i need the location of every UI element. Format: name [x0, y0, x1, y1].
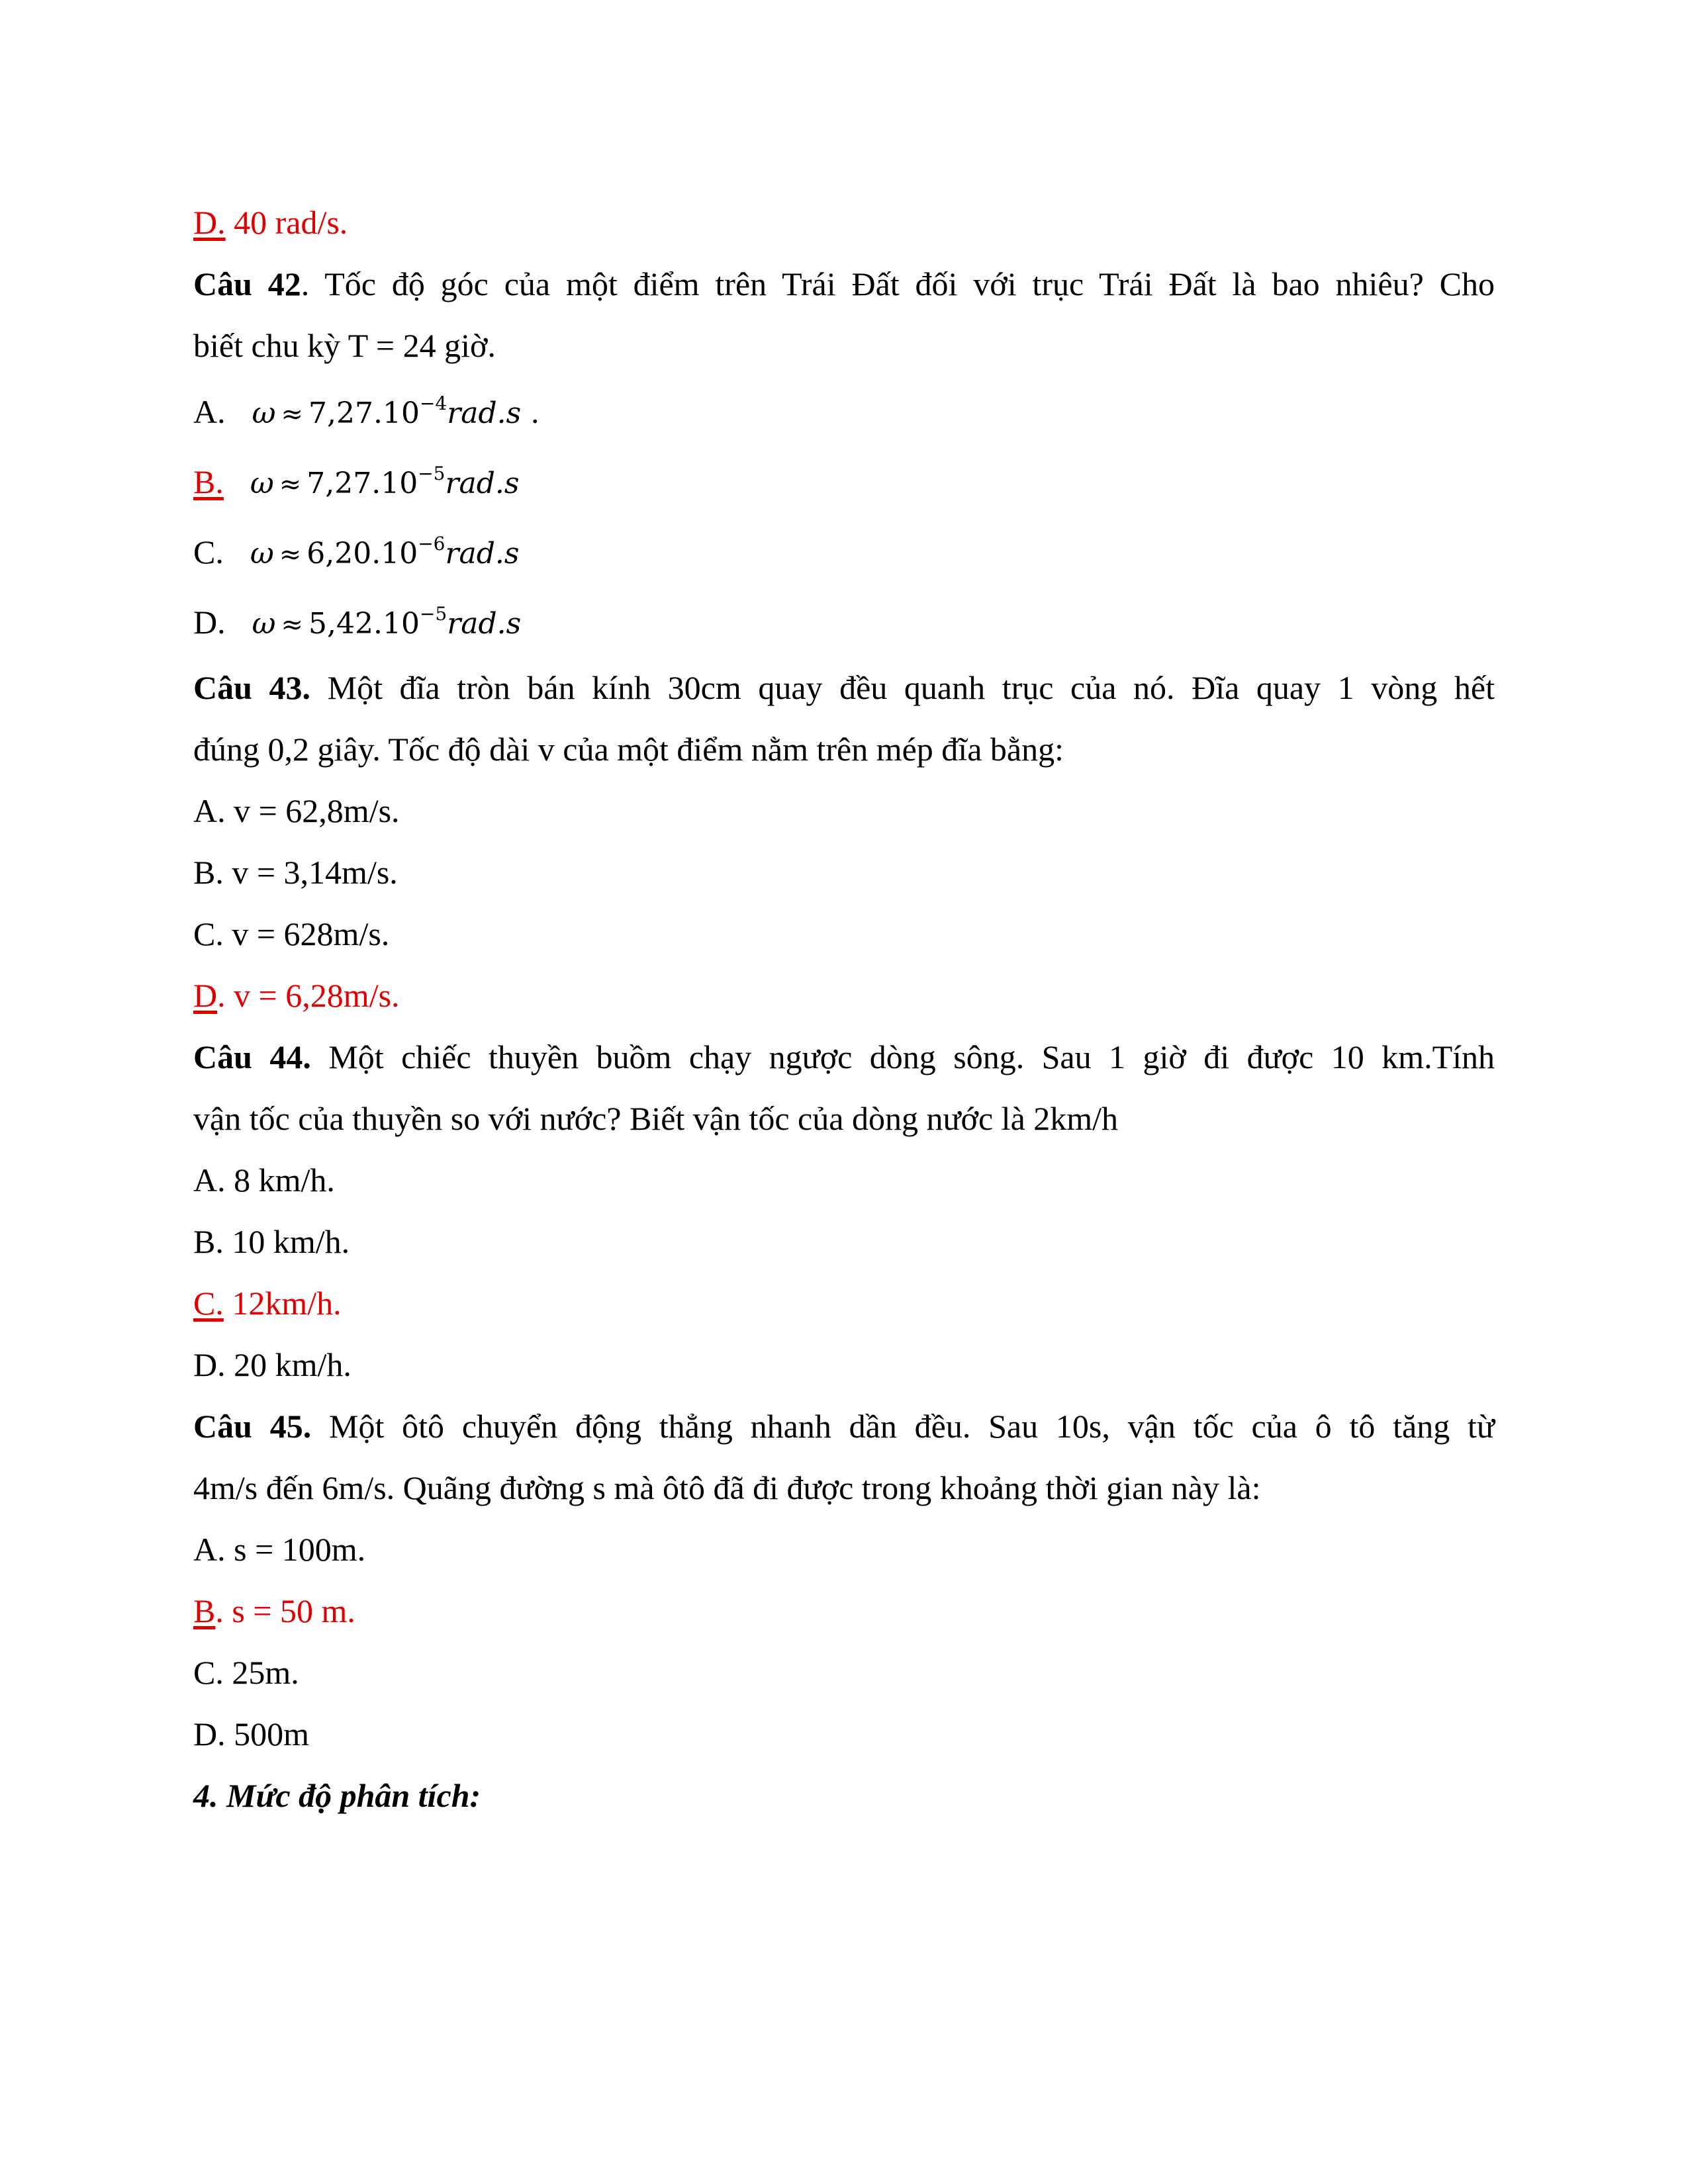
q42-stem-line2: biết chu kỳ T = 24 giờ. — [193, 327, 496, 364]
q42-option-b: B. $\omega \approx 7,27.10^{-5}rad.s$ — [193, 463, 520, 500]
answer-letter: D — [193, 977, 218, 1014]
q45-stem-line2: 4m/s đến 6m/s. Quãng đường s mà ôtô đã đi được trong khoảng thời gian này là: — [193, 1469, 1261, 1506]
q43-stem-line1: Câu 43. Một đĩa tròn bán kính 30cm quay đều quanh trục của nó. Đĩa quay 1 vòng hết — [193, 669, 1495, 706]
q45-option-a: A. s = 100m. — [193, 1531, 366, 1568]
document-page — [193, 192, 1495, 1827]
q44-stem-line1: Câu 44. Một chiếc thuyền buồm chạy ngược dòng sông. Sau 1 giờ đi được 10 km.Tính — [193, 1038, 1495, 1075]
q42-option-a: A. $\omega \approx 7,27.10^{-4}rad.s$ . — [193, 392, 540, 430]
q45-stem-line1: Câu 45. Một ôtô chuyển động thẳng nhanh dần đều. Sau 10s, vận tốc của ô tô tăng từ — [193, 1408, 1495, 1445]
q44-option-c: C. 12km/h. — [193, 1285, 342, 1322]
answer-letter: D. — [193, 204, 226, 241]
answer-letter: C. — [193, 1285, 224, 1322]
q45-option-b: B. s = 50 m. — [193, 1592, 355, 1629]
question-label: Câu 44. — [193, 1038, 311, 1075]
q43-option-a: A. v = 62,8m/s. — [193, 792, 400, 829]
q43-stem-line2: đúng 0,2 giây. Tốc độ dài v của một điểm nằm trên mép đĩa bằng: — [193, 731, 1064, 768]
q42-option-d: D. $\omega \approx 5,42.10^{-5}rad.s$ — [193, 603, 522, 641]
question-label: Câu 43. — [193, 669, 311, 706]
question-label: Câu 42 — [193, 265, 301, 302]
q44-option-b: B. 10 km/h. — [193, 1223, 350, 1260]
q43-option-c: C. v = 628m/s. — [193, 915, 390, 952]
q42-option-c: C. $\omega \approx 6,20.10^{-6}rad.s$ — [193, 533, 520, 570]
q44-option-d: D. 20 km/h. — [193, 1346, 352, 1383]
q42-stem-line1: Câu 42. Tốc độ góc của một điểm trên Trái Đất đối với trục Trái Đất là bao nhiêu? Cho — [193, 265, 1495, 302]
q44-option-a: A. 8 km/h. — [193, 1161, 335, 1199]
question-label: Câu 45. — [193, 1408, 312, 1445]
option-text: 40 rad/s. — [225, 204, 348, 241]
q43-option-b: B. v = 3,14m/s. — [193, 854, 398, 891]
q45-option-d: D. 500m — [193, 1715, 309, 1752]
q41-option-d — [193, 192, 1495, 253]
q44-stem-line2: vận tốc của thuyền so với nước? Biết vận tốc của dòng nước là 2km/h — [193, 1100, 1119, 1137]
answer-letter: B. — [193, 463, 224, 500]
section-heading: 4. Mức độ phân tích: — [193, 1777, 481, 1814]
q45-option-c: C. 25m. — [193, 1654, 299, 1691]
answer-letter: B — [193, 1592, 216, 1629]
q43-option-d: D. v = 6,28m/s. — [193, 977, 400, 1014]
